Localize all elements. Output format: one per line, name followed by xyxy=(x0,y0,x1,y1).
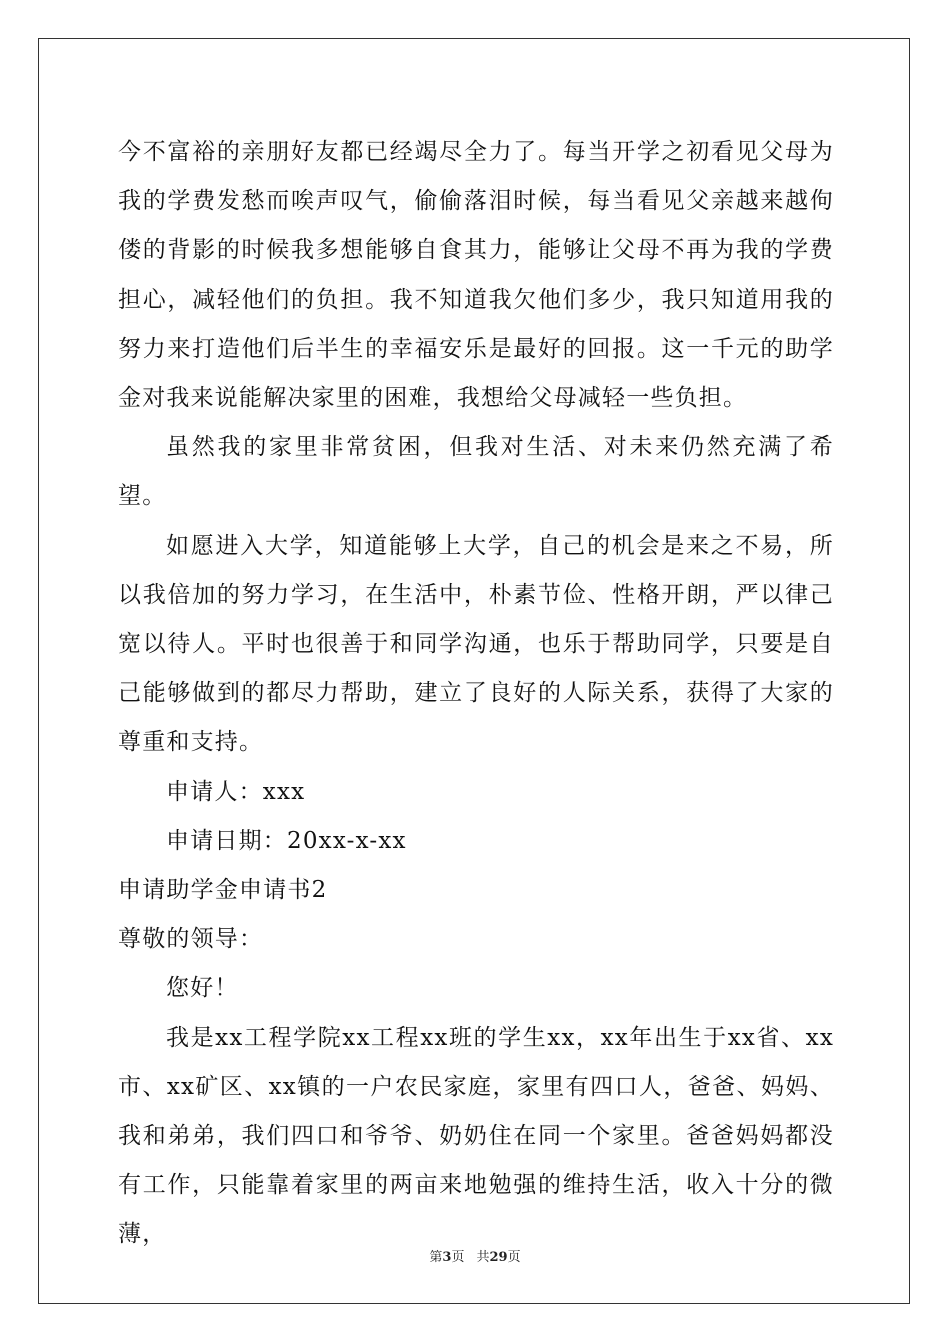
total-prefix: 共 xyxy=(476,1250,490,1265)
paragraph: 虽然我的家里非常贫困，但我对生活、对未来仍然充满了希望。 xyxy=(118,434,834,510)
paragraph: 今不富裕的亲朋好友都已经竭尽全力了。每当开学之初看见父母为我的学费发愁而唉声叹气，偷偷落泪时候，每当看见父亲越来越佝偻的背影的时候我多想能够自食其力，能够让父母不再为我的学费担心，减轻他们的负担。我不知道我欠他们多少，我只知道用我的努力来打造他们后半生的幸福安乐是最好的回报。这一千元的助学金对我来说能解决家里的困难，我想给父母减轻一些负担。 xyxy=(118,139,834,412)
greeting: 您好！ xyxy=(166,975,239,1002)
document-body xyxy=(118,128,834,1260)
applicant-line: 申请人：xxx xyxy=(166,778,306,805)
paragraph: 如愿进入大学，知道能够上大学，自己的机会是来之不易，所以我倍加的努力学习，在生活中，朴素节俭、性格开朗，严以律己宽以待人。平时也很善于和同学沟通，也乐于帮助同学，只要是自己能够做到的都尽力帮助，建立了良好的人际关系，获得了大家的尊重和支持。 xyxy=(118,532,834,756)
page-suffix: 页 xyxy=(451,1250,465,1265)
total-suffix: 页 xyxy=(507,1250,521,1265)
paragraph: 我是xx工程学院xx工程xx班的学生xx，xx年出生于xx省、xx市、xx矿区、xx镇的一户农民家庭，家里有四口人，爸爸、妈妈、我和弟弟，我们四口和爷爷、奶奶住在同一个家里。爸爸妈妈都没有工作，只能靠着家里的两亩来地勉强的维持生活，收入十分的微薄， xyxy=(118,1024,834,1248)
page-prefix: 第 xyxy=(429,1250,443,1265)
page-footer xyxy=(0,1246,950,1265)
application-date-line: 申请日期：20xx-x-xx xyxy=(166,827,407,854)
section-title: 申请助学金申请书2 xyxy=(118,877,328,904)
salutation: 尊敬的领导： xyxy=(118,926,264,953)
page-number-current: 3 xyxy=(442,1250,452,1265)
page-number-total: 29 xyxy=(489,1250,508,1265)
